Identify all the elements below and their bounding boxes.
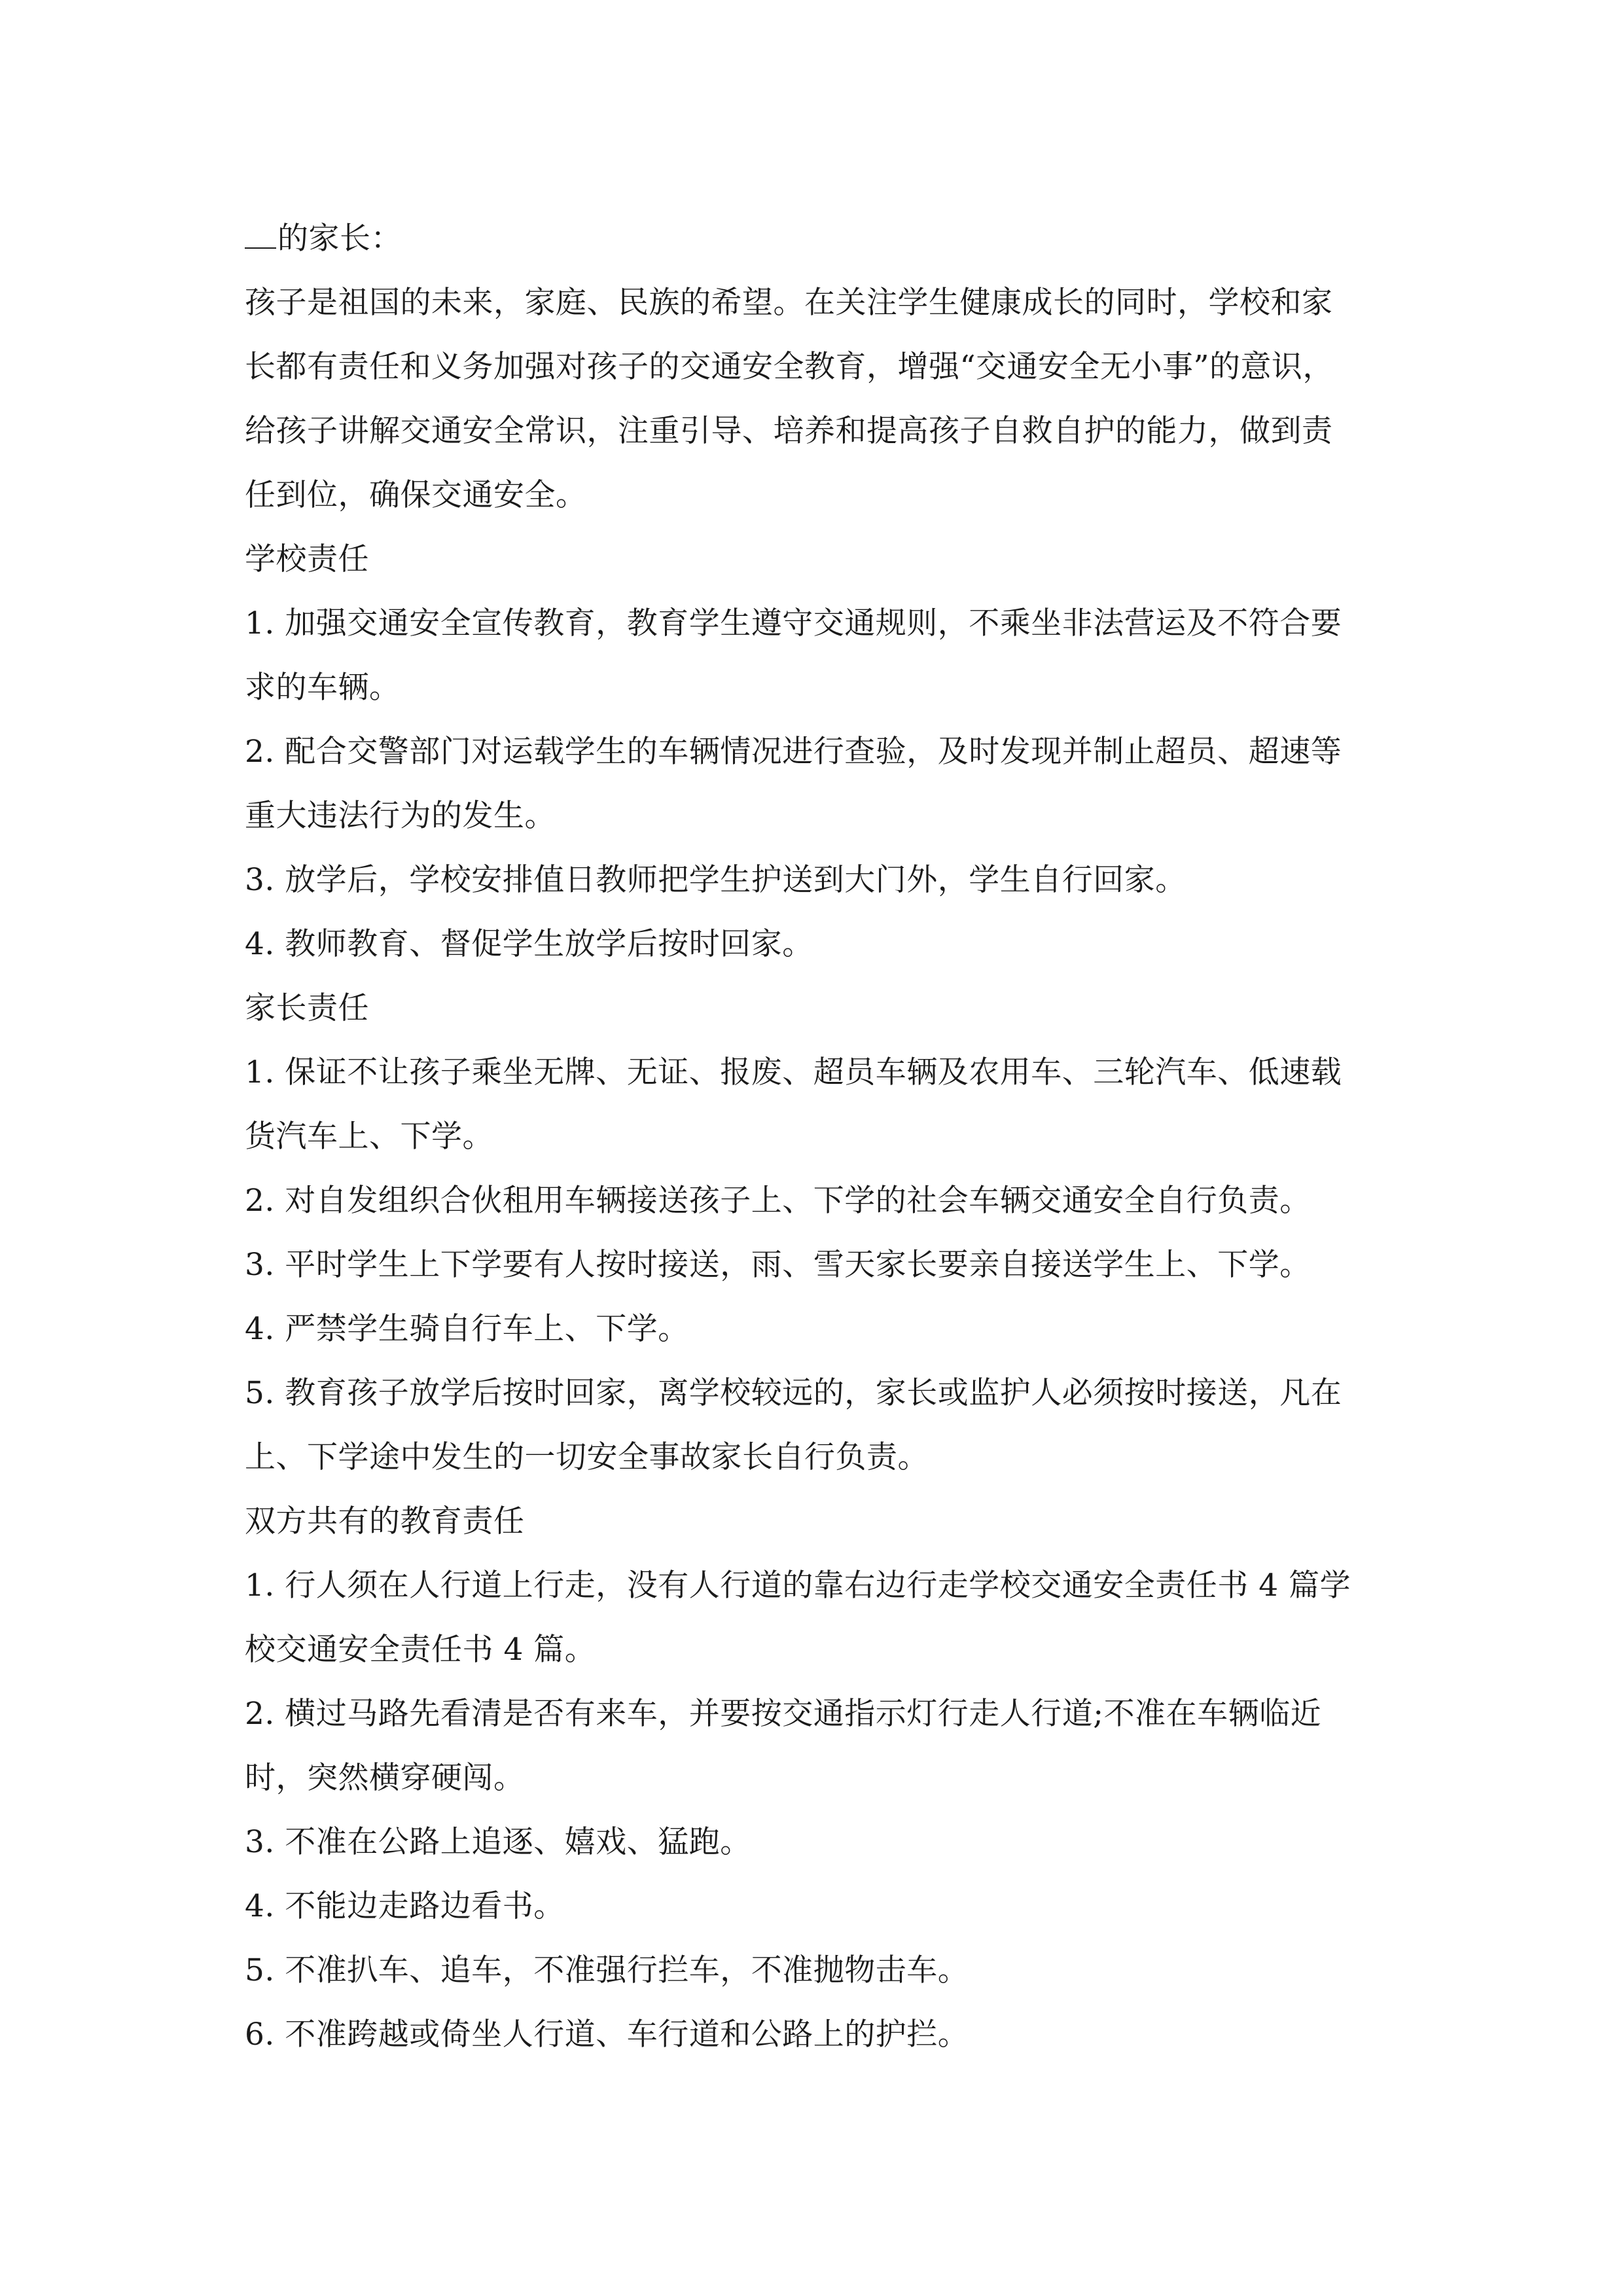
school-line: 重大违法行为的发生。 [245,798,556,834]
section-heading-shared: 双方共有的教育责任 [245,1503,525,1539]
shared-line: 校交通安全责任书 4 篇。 [245,1632,596,1668]
salutation-line [245,207,1416,271]
parent-line: 货汽车上、下学。 [245,1119,493,1155]
intro-line: 长都有责任和义务加强对孩子的交通安全教育，增强“交通安全无小事”的意识， [245,349,1334,385]
shared-line: 5. 不准扒车、追车，不准强行拦车，不准抛物击车。 [245,1952,969,1988]
parent-line: 2. 对自发组织合伙租用车辆接送孩子上、下学的社会车辆交通安全自行负责。 [245,1183,1311,1219]
parent-line: 3. 平时学生上下学要有人按时接送，雨、雪天家长要亲自接送学生上、下学。 [245,1247,1311,1283]
school-line: 1. 加强交通安全宣传教育，教育学生遵守交通规则，不乘坐非法营运及不符合要 [245,605,1342,641]
section-heading-parent: 家长责任 [245,990,369,1026]
salutation: 的家长： [277,221,402,257]
intro-line: 孩子是祖国的未来，家庭、民族的希望。在关注学生健康成长的同时，学校和家 [245,285,1333,321]
shared-line: 时，突然横穿硬闯。 [245,1760,525,1796]
intro-line: 任到位，确保交通安全。 [245,477,587,513]
school-line: 2. 配合交警部门对运载学生的车辆情况进行查验，及时发现并制止超员、超速等 [245,734,1342,770]
intro-line: 给孩子讲解交通安全常识，注重引导、培养和提高孩子自救自护的能力，做到责 [245,413,1333,449]
shared-line: 6. 不准跨越或倚坐人行道、车行道和公路上的护拦。 [245,2017,969,2053]
parent-line: 5. 教育孩子放学后按时回家，离学校较远的，家长或监护人必须按时接送，凡在 [245,1375,1342,1411]
section-heading-school: 学校责任 [245,541,369,577]
shared-line: 3. 不准在公路上追逐、嬉戏、猛跑。 [245,1824,751,1860]
fill-in-blank [245,221,276,249]
document-body [245,207,1416,2067]
shared-line: 4. 不能边走路边看书。 [245,1888,565,1924]
school-line: 4. 教师教育、督促学生放学后按时回家。 [245,926,813,962]
shared-line: 2. 横过马路先看清是否有来车，并要按交通指示灯行走人行道;不准在车辆临近 [245,1696,1322,1732]
school-line: 求的车辆。 [245,670,401,706]
parent-line: 1. 保证不让孩子乘坐无牌、无证、报废、超员车辆及农用车、三轮汽车、低速载 [245,1054,1342,1090]
parent-line: 4. 严禁学生骑自行车上、下学。 [245,1311,689,1347]
shared-line: 1. 行人须在人行道上行走，没有人行道的靠右边行走学校交通安全责任书 4 篇学 [245,1568,1351,1604]
school-line: 3. 放学后，学校安排值日教师把学生护送到大门外，学生自行回家。 [245,862,1186,898]
parent-line: 上、下学途中发生的一切安全事故家长自行负责。 [245,1439,929,1475]
